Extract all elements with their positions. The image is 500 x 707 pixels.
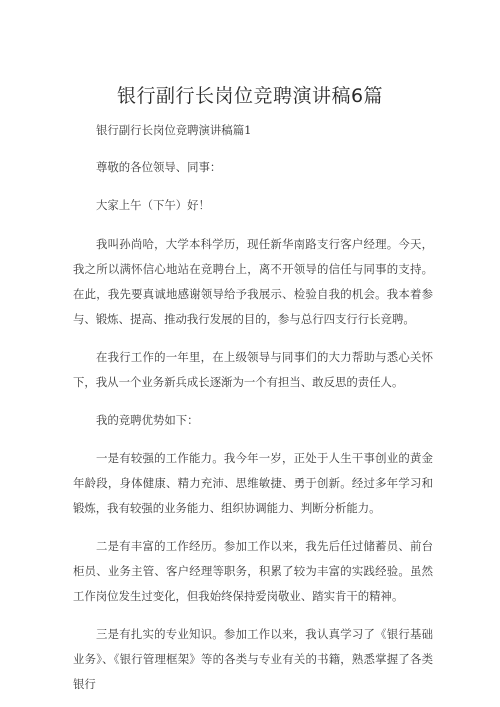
greeting: 大家上午（下午）好！	[96, 198, 210, 212]
paragraph-advantage-3: 三是有扎实的专业知识。参加工作以来，我认真学习了《银行基础业务》、《银行管理框架》等的各类与专业有关的书籍，熟悉掌握了各类银行	[73, 627, 433, 691]
document-title: 银行副行长岗位竞聘演讲稿6篇	[116, 85, 384, 107]
paragraph-introduction: 我叫孙尚哈，大学本科学历，现任新华南路支行客户经理。今天，我之所以满怀信心地站在竞聘台上，离不开领导的信任与同事的支持。在此，我先要真诚地感谢领导给予我展示、检验自我的机会。我本着参与、锻炼、提高、推动我行发展的目的，参与总行四支行行长竞聘。	[73, 237, 433, 326]
section-heading: 银行副行长岗位竞聘演讲稿篇1	[96, 123, 252, 137]
paragraph-advantages-heading: 我的竞聘优势如下：	[96, 413, 199, 427]
paragraph-advantage-1: 一是有较强的工作能力。我今年一岁，正处于人生干事创业的黄金年龄段，身体健康、精力充沛、思维敏捷、勇于创新。经过多年学习和锻炼，我有较强的业务能力、组织协调能力、判断分析能力。	[73, 451, 433, 515]
document-body	[73, 118, 433, 707]
paragraph-growth: 在我行工作的一年里，在上级领导与同事们的大力帮助与悉心关怀下，我从一个业务新兵成长逐渐为一个有担当、敢反思的责任人。	[73, 350, 433, 389]
paragraph-advantage-2: 二是有丰富的工作经历。参加工作以来，我先后任过储蓄员、前台柜员、业务主管、客户经理等职务，积累了较为丰富的实践经验。虽然工作岗位发生过变化，但我始终保持爱岗敬业、踏实肯干的精神。	[73, 539, 433, 603]
salutation: 尊敬的各位领导、同事：	[96, 160, 222, 174]
